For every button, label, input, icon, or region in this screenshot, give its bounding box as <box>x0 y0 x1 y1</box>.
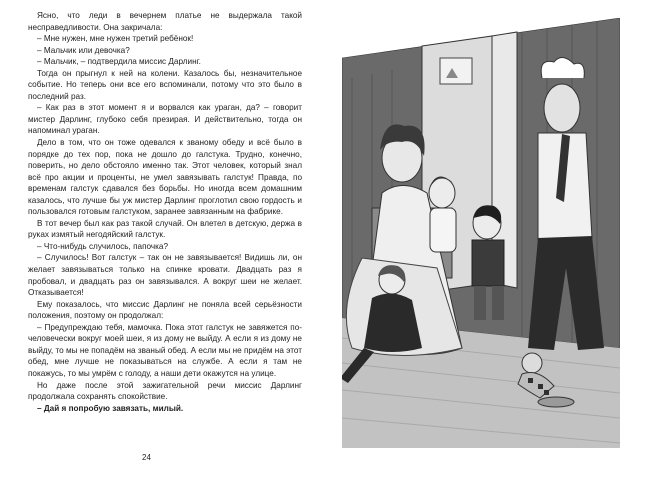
left-page-text <box>28 10 302 414</box>
paragraph: В тот вечер был как раз такой случай. Он влетел в детскую, держа в руках измятый негодяйский галстук. <box>28 218 302 240</box>
father-head <box>544 84 580 132</box>
boy-jacket <box>472 240 504 286</box>
paragraph: Тогда он прыгнул к ней на колени. Казалось бы, незначительное событие. Но теперь они все его вспоминали, потому что это было в последний раз. <box>28 68 302 101</box>
illustration-drawing <box>342 18 620 448</box>
paragraph: Дело в том, что он тоже одевался к званому обеду и всё было в порядке до тех пор, пока не дошло до галстука. Трудно, конечно, поверить, но дело обстояло именно так. Этот человек, который знал всё про акции и проценты, не умел завязывать галстук! Правда, по временам галстук сдавался без борьбы. Но иногда всем домашним казалось, что лучше бы уж мистер Дарлинг проглотил свою гордость и пользовался готовым галстуком, заранее завязанным на фабрике. <box>28 138 302 217</box>
paragraph: – Как раз в этот момент я и ворвался как ураган, да? – говорит мистер Дарлинг, глубоко себя презирая. И действительно, тогда он напоминал ураган. <box>28 103 302 136</box>
paragraph: – Случилось! Вот галстук – так он не завязывается! Видишь ли, он желает завязываться только на спинке кровати. Двадцать раз я пробовал, и двадцать раз он завязывался. А вокруг шеи не желает. Отказывается! <box>28 253 302 298</box>
paragraph: Ему показалось, что миссис Дарлинг не поняла всей серьёзности положения, поэтому он продолжал: <box>28 299 302 321</box>
girl-dress <box>430 208 456 252</box>
page-number: 24 <box>142 453 151 462</box>
paragraph: – Мальчик или девочка? <box>37 45 130 55</box>
paragraph: – Предупреждаю тебя, мамочка. Пока этот галстук не завяжется по-человечески вокруг моей шеи, я из дому не выйду. А если я из дому не выйду, то мы не попадём на званый обед. А если мы не придём на этот обед, мне лучше не показываться на службе. А если я там не покажусь, то мы умрём с голоду, а наши дети окажутся на улице. <box>28 322 302 378</box>
illustration <box>342 18 620 448</box>
paragraph: Но даже после этой зажигательной речи миссис Дарлинг продолжала сохранять спокойствие. <box>28 380 302 402</box>
paragraph-last: – Дай я попробую завязать, милый. <box>37 403 184 413</box>
wall-picture <box>440 58 472 84</box>
paragraph: Ясно, что леди в вечернем платье не выдержала такой несправедливости. Она закричала: <box>28 11 302 32</box>
paragraph: – Что-нибудь случилось, папочка? <box>37 241 169 251</box>
paragraph: – Мальчик, – подтвердила миссис Дарлинг. <box>37 57 201 67</box>
toy-clown-head <box>522 353 542 373</box>
paragraph: – Мне нужен, мне нужен третий ребёнок! <box>37 34 194 44</box>
